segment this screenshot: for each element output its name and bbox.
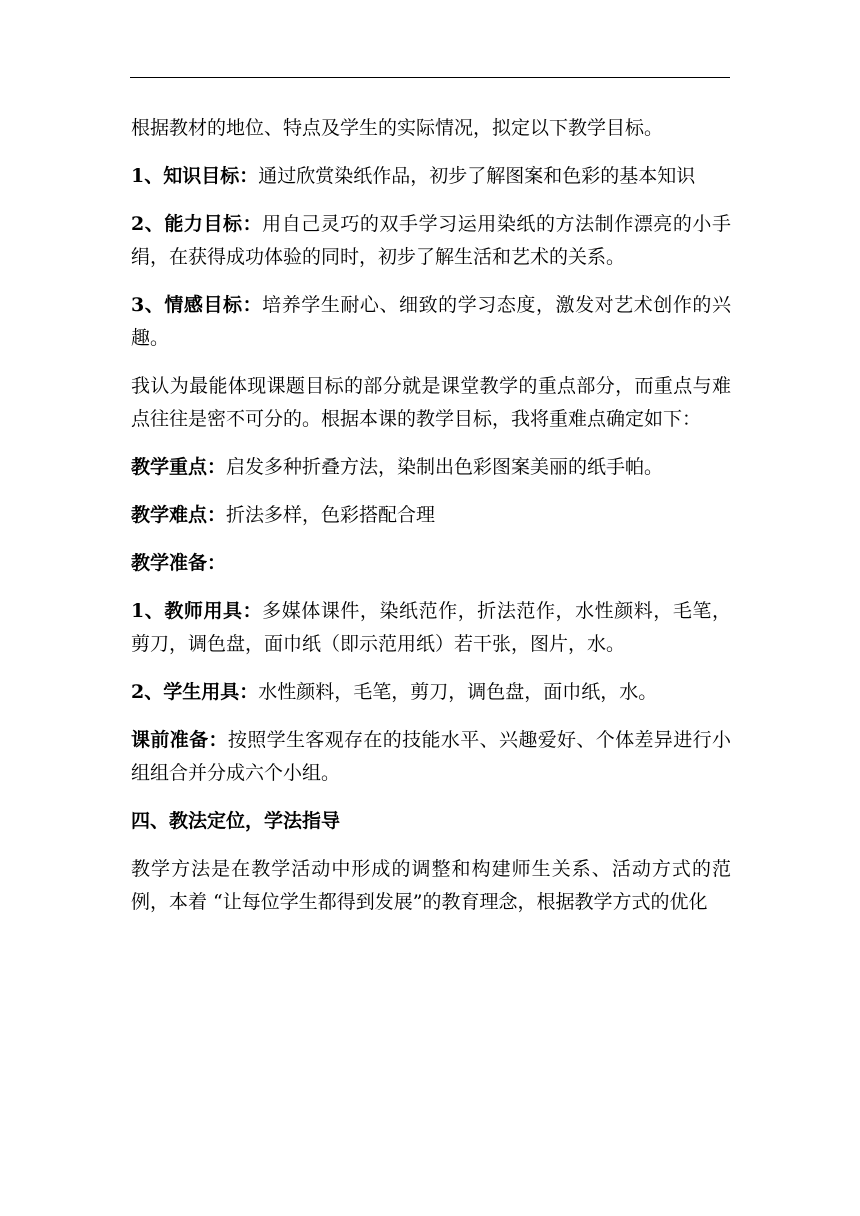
paragraph-intro (131, 112, 731, 145)
header-rule (130, 77, 730, 78)
paragraph-emotion-goal (131, 289, 731, 355)
paragraph-lead: 3、情感目标： (131, 294, 263, 316)
paragraph-teaching-method (131, 853, 731, 919)
paragraph-teacher-tools (131, 595, 731, 661)
document-body (131, 112, 731, 934)
paragraph-text: 多媒体课件，染纸范作，折法范作，水性颜料，毛笔，剪刀，调色盘，面巾纸（即示范用纸）若干张，图片，水。 (131, 600, 731, 655)
paragraph-text: 按照学生客观存在的技能水平、兴趣爱好、个体差异进行小组组合并分成六个小组。 (131, 729, 731, 784)
paragraph-text: 折法多样，色彩搭配合理 (226, 504, 436, 526)
paragraph-text: 教学方法是在教学活动中形成的调整和构建师生关系、活动方式的范例，本着 “让每位学生都得到发展”的教育理念，根据教学方式的优化 (131, 858, 731, 913)
paragraph-lead: 2、能力目标： (131, 213, 263, 235)
paragraph-lead: 1、知识目标： (131, 165, 259, 187)
paragraph-lead: 教学准备： (131, 552, 227, 574)
paragraph-pre-class-preparation (131, 724, 731, 790)
section-heading-text: 四、教法定位，学法指导 (131, 810, 341, 832)
paragraph-text: 我认为最能体现课题目标的部分就是课堂教学的重点部分，而重点与难点往往是密不可分的。根据本课的教学目标，我将重难点确定如下： (131, 375, 731, 430)
paragraph-text: 用自己灵巧的双手学习运用染纸的方法制作漂亮的小手绢，在获得成功体验的同时，初步了解生活和艺术的关系。 (131, 213, 731, 268)
paragraph-teaching-difficulty (131, 499, 731, 532)
section-heading-teaching-method (131, 805, 731, 838)
paragraph-lead: 教学难点： (131, 504, 227, 526)
paragraph-teaching-focus (131, 451, 731, 484)
paragraph-text: 根据教材的地位、特点及学生的实际情况，拟定以下教学目标。 (131, 117, 664, 139)
paragraph-ability-goal (131, 208, 731, 274)
paragraph-key-points-intro (131, 370, 731, 436)
paragraph-text: 启发多种折叠方法，染制出色彩图案美丽的纸手帕。 (226, 456, 664, 478)
paragraph-lead: 2、学生用具： (131, 681, 259, 703)
paragraph-lead: 课前准备： (131, 729, 228, 751)
paragraph-text: 水性颜料，毛笔，剪刀，调色盘，面巾纸，水。 (258, 681, 658, 703)
paragraph-text: 培养学生耐心、细致的学习态度，激发对艺术创作的兴趣。 (131, 294, 731, 349)
paragraph-text: 通过欣赏染纸作品，初步了解图案和色彩的基本知识 (258, 165, 696, 187)
paragraph-knowledge-goal (131, 160, 731, 193)
paragraph-lead: 1、教师用具： (131, 600, 263, 622)
paragraph-lead: 教学重点： (131, 456, 227, 478)
paragraph-student-tools (131, 676, 731, 709)
paragraph-teaching-preparation (131, 547, 731, 580)
